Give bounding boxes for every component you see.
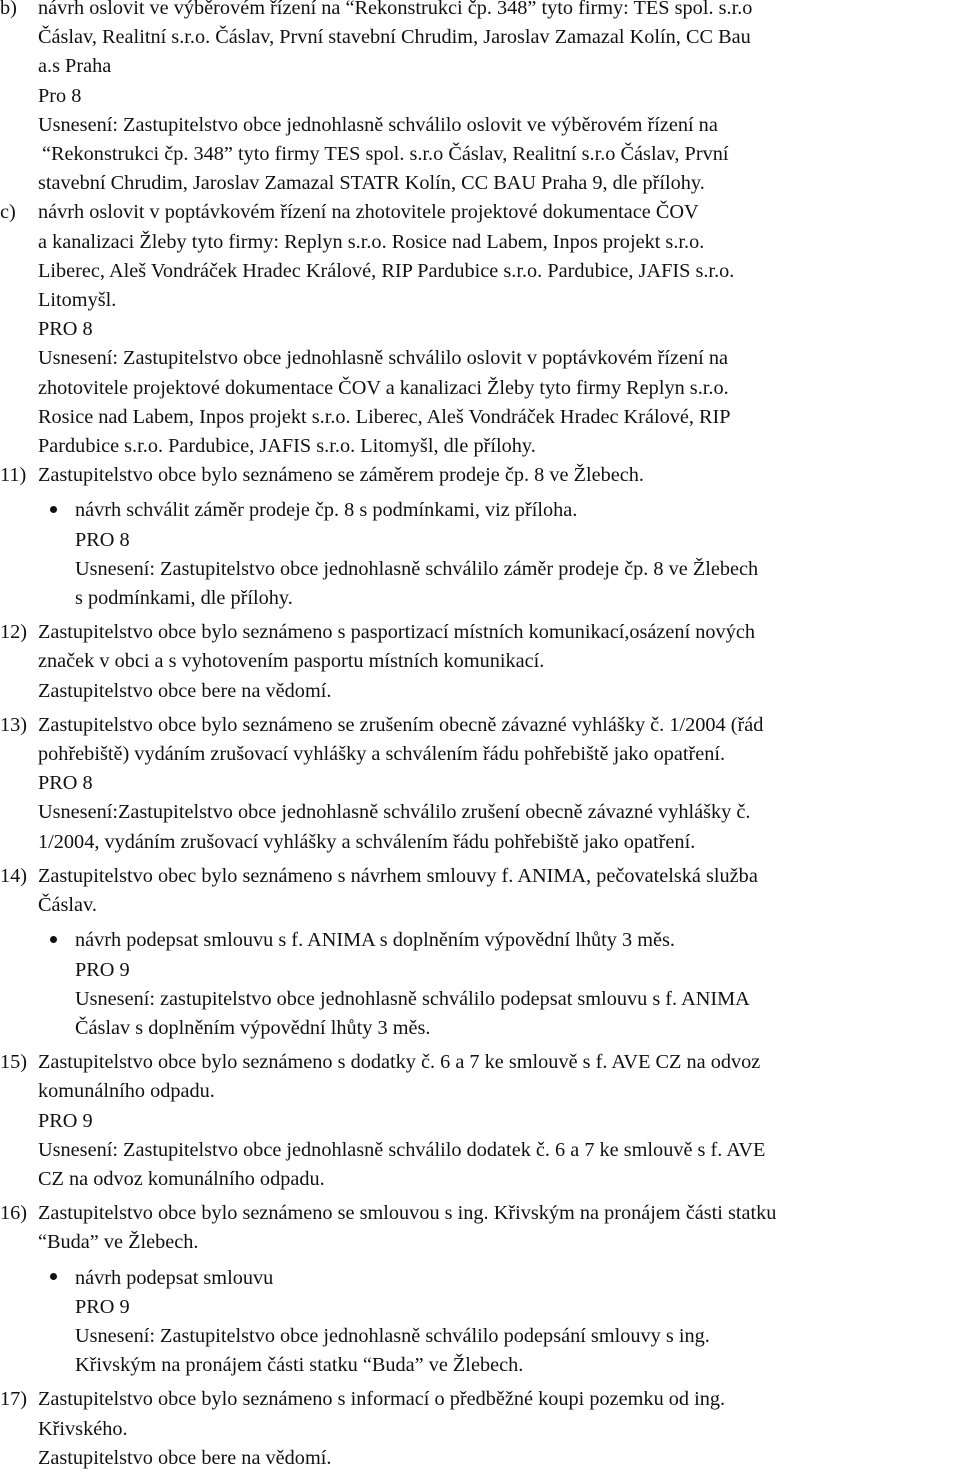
- item-16: [0, 1199, 946, 1380]
- item-14-vote: PRO 9: [75, 958, 130, 981]
- item-c-label: c): [0, 201, 16, 224]
- item-12-line: Zastupitelstvo obce bylo seznámeno s pasportizací místních komunikací,osázení nových: [38, 621, 755, 644]
- item-16-line: “Buda” ve Žlebech.: [38, 1231, 199, 1254]
- item-b-line: Čáslav, Realitní s.r.o. Čáslav, První stavební Chrudim, Jaroslav Zamazal Kolín, CC Bau: [38, 26, 751, 49]
- item-13: [0, 711, 946, 857]
- item-16-label: 16): [0, 1202, 28, 1225]
- bullet-dot-icon: [50, 936, 57, 943]
- bullet-marker: [38, 926, 68, 955]
- item-16-resolution-line: Křivským na pronájem části statku “Buda” ve Žlebech.: [75, 1354, 524, 1377]
- bullet-dot-icon: [50, 1273, 57, 1280]
- item-17: [0, 1385, 946, 1473]
- item-11-resolution-line: s podmínkami, dle přílohy.: [75, 587, 293, 610]
- item-16-line: Zastupitelstvo obce bylo seznámeno se smlouvou s ing. Křivským na pronájem části statku: [38, 1202, 777, 1225]
- item-14-label: 14): [0, 864, 28, 887]
- item-b-line: a.s Praha: [38, 55, 112, 78]
- item-17-line: Křivského.: [38, 1417, 128, 1440]
- item-11-label: 11): [0, 464, 27, 487]
- item-b-vote: Pro 8: [38, 84, 82, 107]
- item-14-line: Čáslav.: [38, 894, 97, 917]
- item-c-line: a kanalizaci Žleby tyto firmy: Replyn s.r.o. Rosice nad Labem, Inpos projekt s.r.o.: [38, 230, 705, 253]
- item-b-resolution-line: stavební Chrudim, Jaroslav Zamazal STATR Kolín, CC BAU Praha 9, dle přílohy.: [38, 172, 705, 195]
- item-14-line: Zastupitelstvo obec bylo seznámeno s návrhem smlouvy f. ANIMA, pečovatelská služba: [38, 864, 758, 887]
- item-15: [0, 1048, 946, 1194]
- item-c-line: návrh oslovit v poptávkovém řízení na zhotovitele projektové dokumentace ČOV: [38, 201, 699, 224]
- item-12-label: 12): [0, 621, 28, 644]
- item-17-label: 17): [0, 1388, 28, 1411]
- item-16-resolution-line: Usnesení: Zastupitelstvo obce jednohlasně schválilo podepsání smlouvy s ing.: [75, 1324, 710, 1347]
- item-11-bullet: návrh schválit záměr prodeje čp. 8 s podmínkami, viz příloha.: [75, 499, 578, 522]
- item-b-label: b): [0, 0, 17, 19]
- item-14-resolution-line: Usnesení: zastupitelstvo obce jednohlasně schválilo podepsat smlouvu s f. ANIMA: [75, 987, 750, 1010]
- item-11-bullet-block: [0, 496, 946, 613]
- item-15-vote: PRO 9: [38, 1109, 93, 1132]
- item-14-resolution-line: Čáslav s doplněním výpovědní lhůty 3 měs.: [75, 1016, 431, 1039]
- item-c: [0, 198, 946, 461]
- item-c-resolution-line: zhotovitele projektové dokumentace ČOV a kanalizaci Žleby tyto firmy Replyn s.r.o.: [38, 376, 729, 399]
- item-15-resolution-line: Usnesení: Zastupitelstvo obce jednohlasně schválilo dodatek č. 6 a 7 ke smlouvě s f. AVE: [38, 1138, 766, 1161]
- item-c-resolution-line: Rosice nad Labem, Inpos projekt s.r.o. Liberec, Aleš Vondráček Hradec Králové, RIP: [38, 405, 731, 428]
- item-13-label: 13): [0, 713, 28, 736]
- item-13-vote: PRO 8: [38, 772, 93, 795]
- item-15-line: komunálního odpadu.: [38, 1080, 215, 1103]
- bullet-marker: [38, 496, 68, 525]
- item-c-line: Liberec, Aleš Vondráček Hradec Králové, RIP Pardubice s.r.o. Pardubice, JAFIS s.r.o.: [38, 259, 735, 282]
- item-13-resolution-line: Usnesení:Zastupitelstvo obce jednohlasně schválilo zrušení obecně závazné vyhlášky č.: [38, 801, 751, 824]
- item-16-vote: PRO 9: [75, 1295, 130, 1318]
- item-b: [0, 0, 946, 198]
- item-16-bullet: návrh podepsat smlouvu: [75, 1266, 274, 1289]
- item-15-label: 15): [0, 1051, 28, 1074]
- item-13-resolution-line: 1/2004, vydáním zrušovací vyhlášky a schválením řádu pohřebiště jako opatření.: [38, 830, 696, 853]
- item-c-vote: PRO 8: [38, 318, 93, 341]
- item-11-resolution-line: Usnesení: Zastupitelstvo obce jednohlasně schválilo záměr prodeje čp. 8 ve Žlebech: [75, 557, 759, 580]
- item-c-line: Litomyšl.: [38, 289, 117, 312]
- item-14-bullet: návrh podepsat smlouvu s f. ANIMA s doplněním výpovědní lhůty 3 měs.: [75, 929, 675, 952]
- item-12: [0, 618, 946, 706]
- item-16-bullet-block: [0, 1264, 946, 1381]
- item-11-line: Zastupitelstvo obce bylo seznámeno se záměrem prodeje čp. 8 ve Žlebech.: [38, 464, 644, 487]
- item-14-bullet-block: [0, 926, 946, 1043]
- bullet-marker: [38, 1264, 68, 1293]
- bullet-dot-icon: [50, 506, 57, 513]
- item-17-line: Zastupitelstvo obce bere na vědomí.: [38, 1446, 332, 1469]
- item-15-resolution-line: CZ na odvoz komunálního odpadu.: [38, 1167, 325, 1190]
- item-13-line: Zastupitelstvo obce bylo seznámeno se zrušením obecně závazné vyhlášky č. 1/2004 (řád: [38, 713, 764, 736]
- item-b-resolution-line: “Rekonstrukci čp. 348” tyto firmy TES spol. s.r.o Čáslav, Realitní s.r.o Čáslav, První: [42, 143, 729, 166]
- item-13-line: pohřebiště) vydáním zrušovací vyhlášky a schválením řádu pohřebiště jako opatření.: [38, 743, 726, 766]
- item-b-resolution-line: Usnesení: Zastupitelstvo obce jednohlasně schválilo oslovit ve výběrovém řízení na: [38, 113, 718, 136]
- item-14: [0, 862, 946, 1043]
- item-12-line: Zastupitelstvo obce bere na vědomí.: [38, 679, 332, 702]
- item-c-resolution-line: Pardubice s.r.o. Pardubice, JAFIS s.r.o. Litomyšl, dle přílohy.: [38, 435, 536, 458]
- item-11: [0, 461, 946, 613]
- item-b-line: návrh oslovit ve výběrovém řízení na “Rekonstrukci čp. 348” tyto firmy: TES spol. s.r.o: [38, 0, 753, 19]
- item-c-resolution-line: Usnesení: Zastupitelstvo obce jednohlasně schválilo oslovit v poptávkovém řízení na: [38, 347, 728, 370]
- item-15-line: Zastupitelstvo obce bylo seznámeno s dodatky č. 6 a 7 ke smlouvě s f. AVE CZ na odvoz: [38, 1051, 761, 1074]
- item-11-vote: PRO 8: [75, 528, 130, 551]
- item-17-line: Zastupitelstvo obce bylo seznámeno s informací o předběžné koupi pozemku od ing.: [38, 1388, 726, 1411]
- item-12-line: značek v obci a s vyhotovením pasportu místních komunikací.: [38, 650, 545, 673]
